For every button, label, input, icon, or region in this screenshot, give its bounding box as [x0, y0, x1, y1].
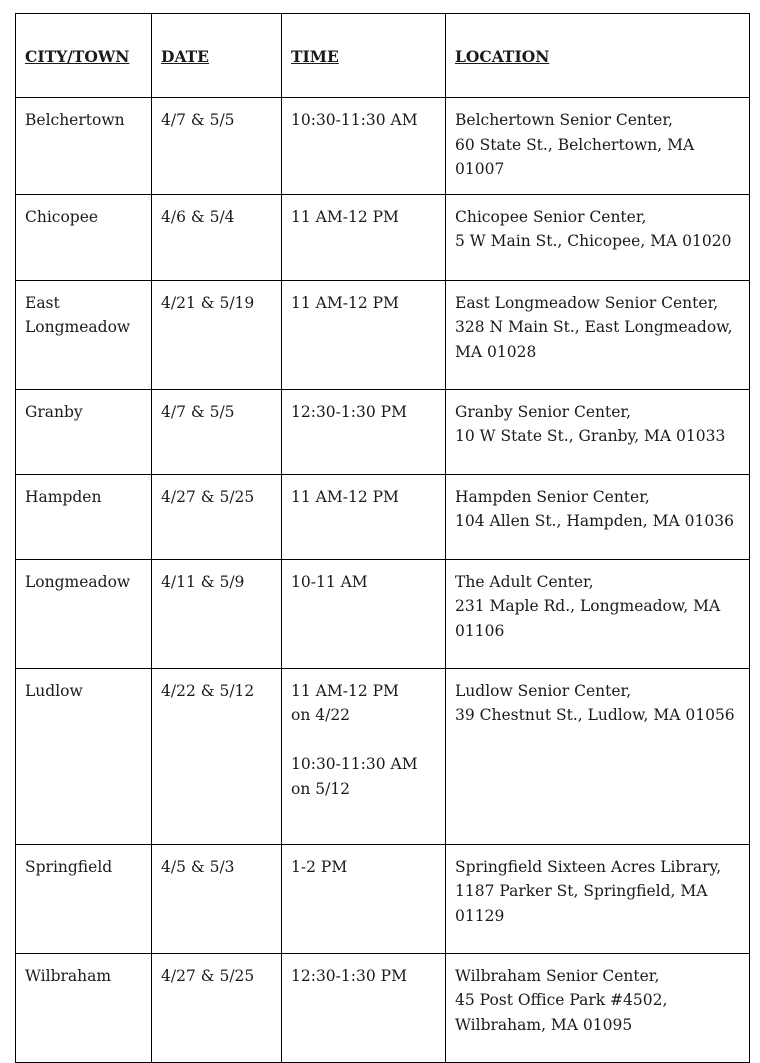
table-header	[16, 14, 750, 98]
cell-time-line: on 5/12	[291, 779, 351, 798]
cell-city	[16, 474, 152, 559]
table-row	[16, 668, 750, 844]
cell-time-line: 12:30-1:30 PM	[291, 966, 407, 985]
cell-city	[16, 194, 152, 280]
table-row	[16, 389, 750, 474]
table-body	[16, 98, 750, 1063]
cell-location-line: 45 Post Office Park #4502,	[455, 991, 668, 1009]
table-row	[16, 474, 750, 559]
cell-city-line: Chicopee	[25, 207, 99, 226]
cell-city-line: Longmeadow	[25, 572, 131, 591]
cell-time	[282, 280, 446, 389]
cell-time-line: 1-2 PM	[291, 857, 348, 876]
cell-time-line: on 4/22	[291, 706, 351, 724]
cell-location-line: 60 State St., Belchertown, MA 01007	[455, 135, 695, 178]
cell-location	[446, 559, 750, 668]
cell-city-line: Longmeadow	[25, 318, 131, 336]
cell-city	[16, 280, 152, 389]
cell-location-line: 104 Allen St., Hampden, MA 01036	[455, 512, 734, 530]
cell-location-line: Wilbraham Senior Center,	[455, 966, 660, 985]
cell-city	[16, 389, 152, 474]
header-location: LOCATION	[446, 14, 750, 98]
cell-location-line: 328 N Main St., East Longmeadow,	[455, 318, 733, 336]
cell-location-line: 1187 Parker St, Springfield, MA	[455, 882, 708, 900]
cell-time	[282, 844, 446, 953]
table-row	[16, 98, 750, 195]
cell-location-line: Springfield Sixteen Acres Library,	[455, 857, 722, 876]
cell-city-line: Granby	[25, 402, 83, 421]
cell-city	[16, 953, 152, 1062]
cell-location	[446, 98, 750, 195]
cell-location	[446, 389, 750, 474]
cell-location	[446, 844, 750, 953]
cell-time	[282, 474, 446, 559]
cell-date: 4/7 & 5/5	[152, 98, 282, 195]
cell-time-line: 11 AM-12 PM	[291, 487, 399, 506]
cell-location-line: 5 W Main St., Chicopee, MA 01020	[455, 232, 732, 250]
cell-location	[446, 280, 750, 389]
cell-location	[446, 953, 750, 1062]
cell-location	[446, 668, 750, 844]
cell-location-line: The Adult Center,	[455, 572, 594, 591]
cell-date: 4/5 & 5/3	[152, 844, 282, 953]
cell-time	[282, 98, 446, 195]
cell-location-line: 231 Maple Rd., Longmeadow, MA	[455, 597, 721, 615]
cell-date: 4/11 & 5/9	[152, 559, 282, 668]
cell-time-line: 10-11 AM	[291, 572, 368, 591]
cell-time-line: 11 AM-12 PM	[291, 207, 399, 226]
cell-spacer	[291, 728, 436, 753]
cell-location-line: 10 W State St., Granby, MA 01033	[455, 427, 726, 445]
cell-time-line: 12:30-1:30 PM	[291, 402, 407, 421]
header-date: DATE	[152, 14, 282, 98]
cell-location-line: Ludlow Senior Center,	[455, 681, 632, 700]
header-city: CITY/TOWN	[16, 14, 152, 98]
header-time: TIME	[282, 14, 446, 98]
cell-location-line: 01129	[455, 906, 505, 925]
cell-city-line: Hampden	[25, 487, 102, 506]
cell-location-line: Granby Senior Center,	[455, 402, 632, 421]
cell-city-line: East	[25, 293, 60, 312]
cell-location-line: MA 01028	[455, 342, 537, 361]
cell-location-line: East Longmeadow Senior Center,	[455, 293, 719, 312]
cell-location	[446, 194, 750, 280]
cell-location-line: Belchertown Senior Center,	[455, 111, 673, 129]
cell-time-line: 11 AM-12 PM	[291, 681, 399, 700]
cell-date: 4/22 & 5/12	[152, 668, 282, 844]
cell-time-line: 10:30-11:30 AM	[291, 755, 418, 773]
cell-date: 4/27 & 5/25	[152, 953, 282, 1062]
cell-time-line: 10:30-11:30 AM	[291, 111, 418, 129]
cell-time	[282, 953, 446, 1062]
cell-location	[446, 474, 750, 559]
cell-date: 4/27 & 5/25	[152, 474, 282, 559]
table-row	[16, 559, 750, 668]
schedule-table	[15, 13, 750, 1063]
cell-location-line: Hampden Senior Center,	[455, 487, 650, 506]
cell-city-line: Wilbraham	[25, 966, 112, 985]
table-row	[16, 280, 750, 389]
cell-time-line: 11 AM-12 PM	[291, 293, 399, 312]
cell-city	[16, 844, 152, 953]
cell-time	[282, 194, 446, 280]
cell-city	[16, 668, 152, 844]
cell-date: 4/7 & 5/5	[152, 389, 282, 474]
header-row	[16, 14, 750, 98]
cell-location-line: Wilbraham, MA 01095	[455, 1015, 633, 1034]
cell-time	[282, 389, 446, 474]
cell-location-line: 01106	[455, 621, 505, 640]
cell-time	[282, 668, 446, 844]
table-row	[16, 844, 750, 953]
cell-time	[282, 559, 446, 668]
cell-date: 4/21 & 5/19	[152, 280, 282, 389]
cell-city-line: Springfield	[25, 857, 113, 876]
table-row	[16, 953, 750, 1062]
cell-city	[16, 559, 152, 668]
table-row	[16, 194, 750, 280]
cell-city-line: Ludlow	[25, 681, 83, 700]
cell-location-line: 39 Chestnut St., Ludlow, MA 01056	[455, 706, 735, 724]
cell-date: 4/6 & 5/4	[152, 194, 282, 280]
cell-location-line: Chicopee Senior Center,	[455, 207, 647, 226]
cell-city	[16, 98, 152, 195]
cell-city-line: Belchertown	[25, 111, 125, 129]
